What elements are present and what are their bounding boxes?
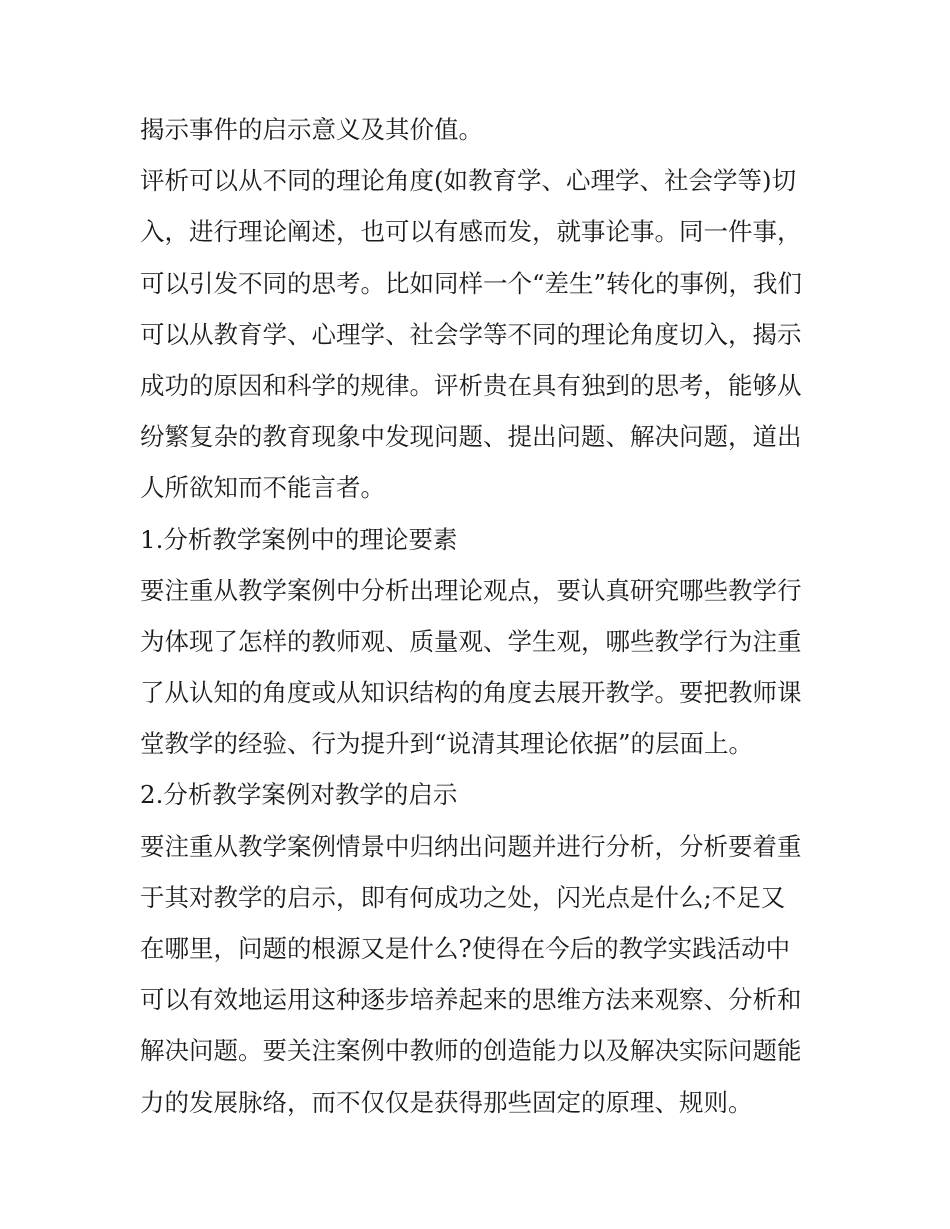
section-2 bbox=[140, 769, 820, 1127]
text-line: 可以引发不同的思考。比如同样一个“差生”转化的事例，我们 bbox=[140, 268, 803, 298]
text-line: 纷繁复杂的教育现象中发现问题、提出问题、解决问题，道出 bbox=[140, 422, 802, 452]
section-1-heading: 1.分析教学案例中的理论要素 bbox=[140, 524, 458, 554]
text-line: 可以从教育学、心理学、社会学等不同的理论角度切入，揭示 bbox=[140, 319, 802, 349]
text-line: 揭示事件的启示意义及其价值。 bbox=[140, 115, 483, 144]
intro-paragraph bbox=[140, 104, 820, 155]
document-body bbox=[140, 104, 820, 1128]
section-1 bbox=[140, 514, 820, 770]
evaluation-paragraph bbox=[140, 155, 820, 513]
text-line: 可以有效地运用这种逐步培养起来的思维方法来观察、分析和 bbox=[140, 985, 802, 1015]
text-line: 在哪里，问题的根源又是什么?使得在今后的教学实践活动中 bbox=[140, 934, 791, 963]
text-line: 要注重从教学案例情景中归纳出问题并进行分析，分析要着重 bbox=[140, 831, 802, 861]
section-2-heading: 2.分析教学案例对教学的启示 bbox=[140, 780, 458, 810]
text-line: 要注重从教学案例中分析出理论观点，要认真研究哪些教学行 bbox=[140, 575, 802, 605]
text-line: 堂教学的经验、行为提升到“说清其理论依据”的层面上。 bbox=[140, 729, 754, 759]
text-line: 评析可以从不同的理论角度(如教育学、心理学、社会学等)切 bbox=[140, 166, 797, 196]
text-line: 成功的原因和科学的规律。评析贵在具有独到的思考，能够从 bbox=[140, 370, 802, 400]
text-line: 解决问题。要关注案例中教师的创造能力以及解决实际问题能 bbox=[140, 1036, 802, 1066]
text-line: 人所欲知而不能言者。 bbox=[140, 473, 385, 503]
text-line: 入，进行理论阐述，也可以有感而发，就事论事。同一件事， bbox=[140, 217, 802, 247]
text-line: 为体现了怎样的教师观、质量观、学生观，哪些教学行为注重 bbox=[140, 626, 802, 656]
text-line: 力的发展脉络，而不仅仅是获得那些固定的原理、规则。 bbox=[140, 1087, 753, 1117]
text-line: 于其对教学的启示，即有何成功之处，闪光点是什么;不足又 bbox=[140, 882, 786, 912]
text-line: 了从认知的角度或从知识结构的角度去展开教学。要把教师课 bbox=[140, 678, 802, 708]
